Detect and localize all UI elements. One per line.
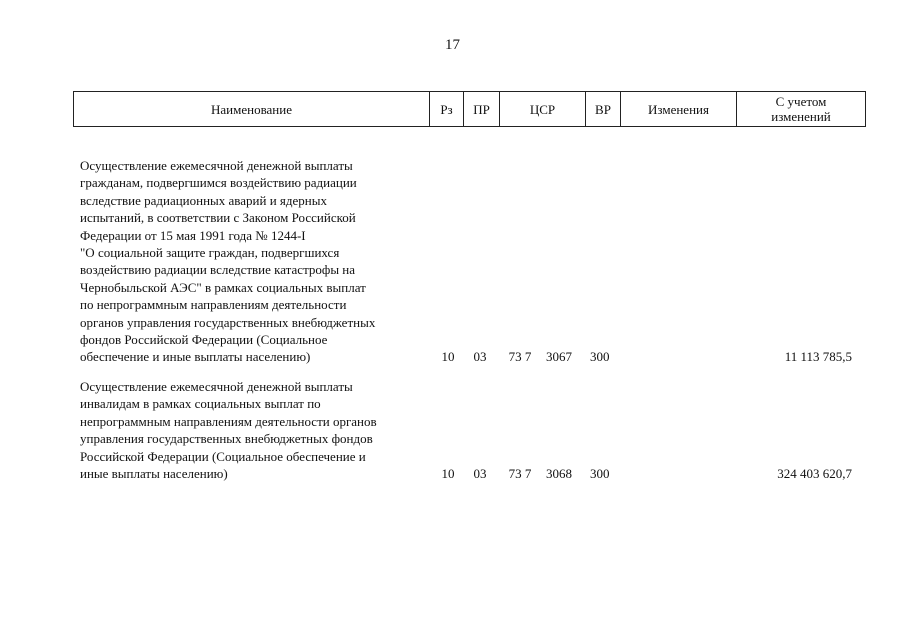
row-pr: 03	[473, 466, 487, 481]
header-name: Наименование	[74, 92, 430, 127]
row-line: управления государственных внебюджетных фондов	[80, 431, 373, 447]
row-csr-part2: 3068	[546, 466, 572, 481]
header-row	[74, 92, 866, 127]
row-rz: 10	[441, 349, 455, 365]
row-csr-part2: 3067	[546, 349, 572, 365]
table-header	[73, 91, 866, 127]
row-name	[80, 378, 430, 482]
row-line: органов управления государственных внебюджетных	[80, 314, 376, 330]
row-line: иные выплаты населению)	[80, 466, 228, 482]
row-line: по непрограммным направлениям деятельности	[80, 297, 347, 313]
row-line: Российской Федерации (Социальное обеспечение и	[80, 448, 366, 464]
row-line: "О социальной защите граждан, подвергшихся	[80, 245, 340, 261]
row-total: 11 113 785,5	[784, 349, 852, 365]
header-changes: Изменения	[621, 92, 737, 127]
row-line: испытаний, в соответствии с Законом Российской	[80, 210, 356, 226]
row-line: непрограммным направлениям деятельности органов	[80, 413, 377, 429]
page-number: 17	[445, 37, 460, 53]
row-csr-part1: 73 7	[508, 349, 532, 365]
row-line: гражданам, подвергшимся воздействию радиации	[80, 175, 357, 191]
row-vr: 300	[590, 466, 610, 481]
header-rz: Рз	[430, 92, 464, 127]
row-line: Осуществление ежемесячной денежной выплаты	[80, 158, 353, 173]
row-line: воздействию радиации вследствие катастрофы на	[80, 262, 356, 278]
row-name	[80, 157, 430, 366]
row-line: Осуществление ежемесячной денежной выплаты	[80, 379, 353, 394]
row-total: 324 403 620,7	[777, 466, 852, 481]
header-total-line2: изменений	[771, 109, 831, 124]
row-line: обеспечение и иные выплаты населению)	[80, 349, 311, 365]
header-csr: ЦСР	[500, 92, 586, 127]
row-csr-part1: 73 7	[508, 466, 532, 481]
row-line: фондов Российской Федерации (Социальное	[80, 332, 328, 348]
row-pr: 03	[473, 349, 487, 365]
header-vr: ВР	[586, 92, 621, 127]
header-total-line1: С учетом	[775, 94, 827, 109]
row-line: Федерации от 15 мая 1991 года № 1244-I	[80, 227, 306, 243]
header-pr: ПР	[464, 92, 500, 127]
row-line: вследствие радиационных аварий и ядерных	[80, 192, 327, 208]
row-line: инвалидам в рамках социальных выплат по	[80, 396, 321, 412]
row-vr: 300	[590, 349, 610, 365]
header-total	[737, 92, 866, 127]
row-rz: 10	[441, 466, 455, 481]
row-line: Чернобыльской АЭС" в рамках социальных выплат	[80, 279, 366, 295]
